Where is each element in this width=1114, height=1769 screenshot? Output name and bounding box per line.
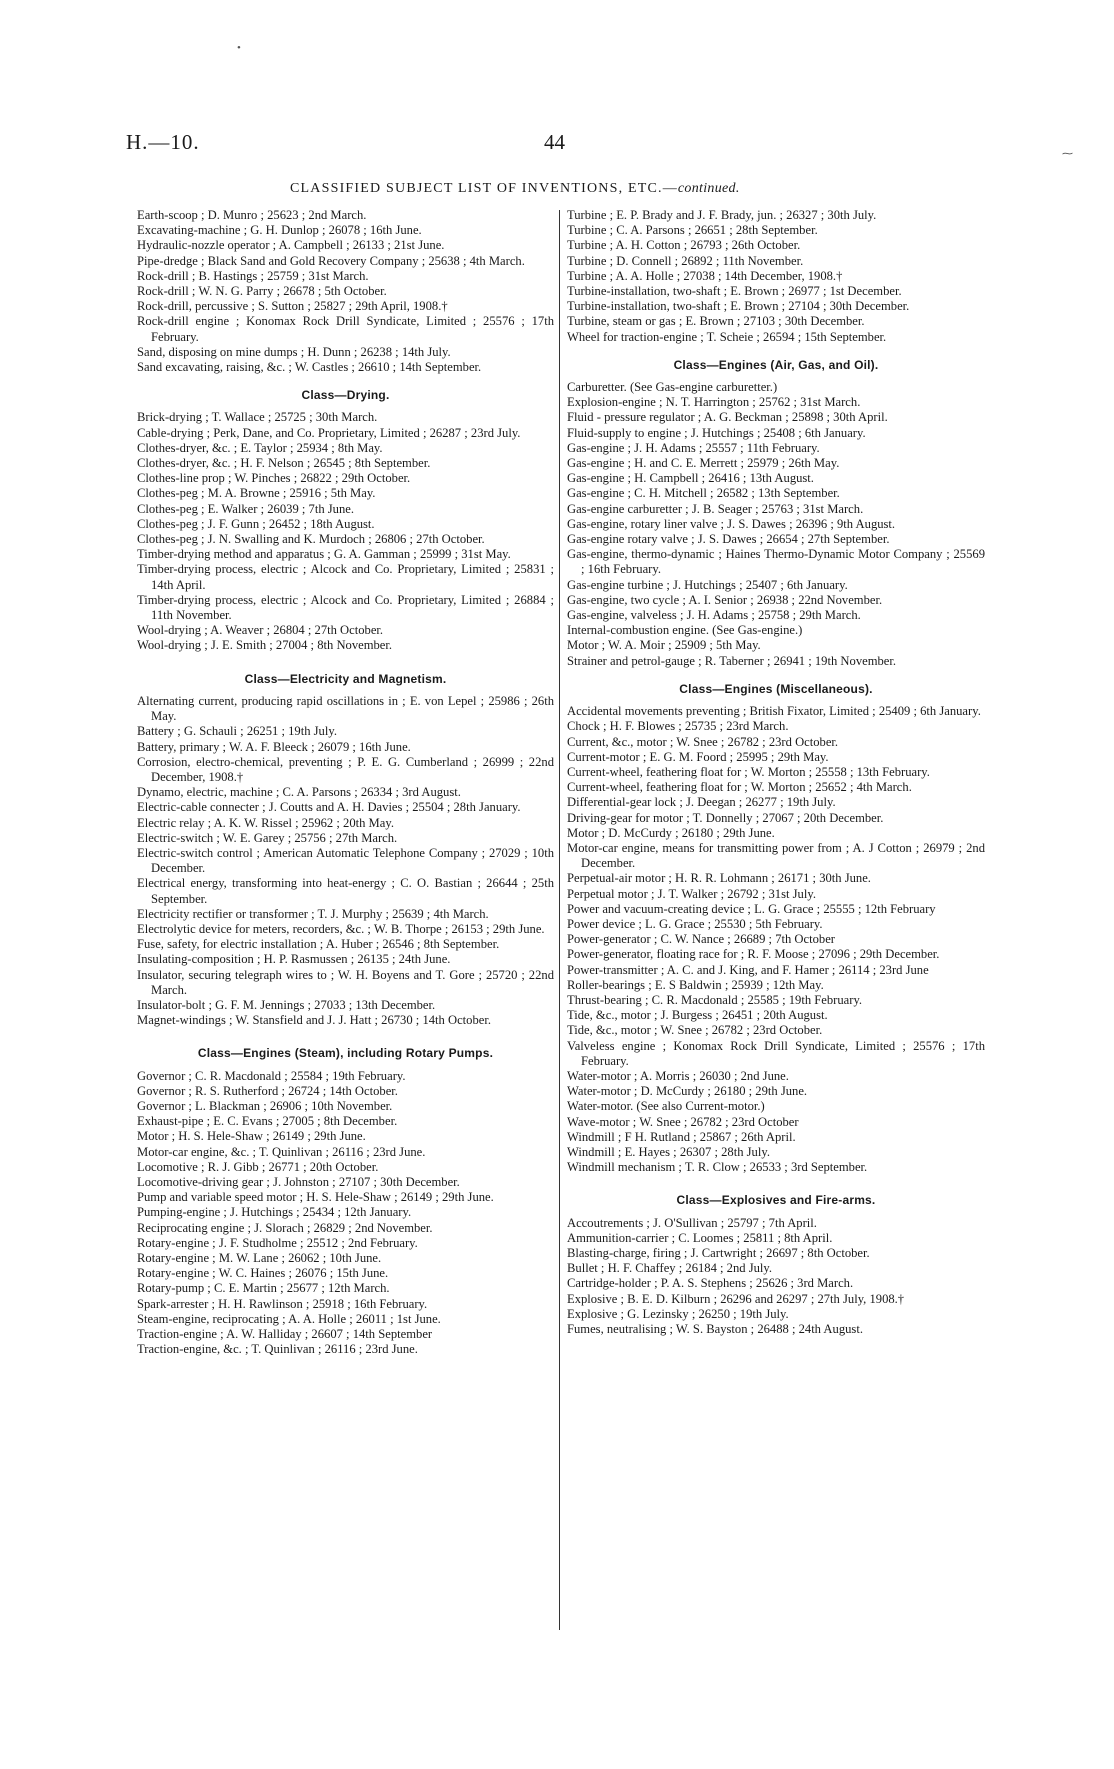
list-item: Gas-engine, rotary liner valve ; J. S. Dawes ; 26396 ; 9th August. xyxy=(567,516,896,531)
list-item: Electric-switch ; W. E. Garey ; 25756 ; 27th March. xyxy=(137,830,398,845)
list-item: Sand excavating, raising, &c. ; W. Castles ; 26610 ; 14th September. xyxy=(137,360,482,375)
list-item: Electric relay ; A. K. W. Rissel ; 25962 ; 20th May. xyxy=(137,815,394,830)
list-item: Cable-drying ; Perk, Dane, and Co. Proprietary, Limited ; 26287 ; 23rd July. xyxy=(137,425,521,440)
list-item: Turbine ; A. A. Holle ; 27038 ; 14th December, 1908.† xyxy=(567,268,843,283)
list-item: Motor ; D. McCurdy ; 26180 ; 29th June. xyxy=(567,825,775,840)
list-item: Current-wheel, feathering float for ; W. Morton ; 25652 ; 4th March. xyxy=(567,780,912,795)
list-item: Wool-drying ; J. E. Smith ; 27004 ; 8th November. xyxy=(137,638,393,653)
list-item: Governor ; L. Blackman ; 26906 ; 10th November. xyxy=(137,1098,393,1113)
list-item: Locomotive ; R. J. Gibb ; 26771 ; 20th October. xyxy=(137,1159,379,1174)
list-item: Internal-combustion engine. (See Gas-engine.) xyxy=(567,623,803,638)
section-heading-drying: Class—Drying. xyxy=(301,388,390,403)
list-item: Timber-drying method and apparatus ; G. A. Gamman ; 25999 ; 31st May. xyxy=(137,547,511,562)
list-item: Blasting-charge, firing ; J. Cartwright ; 26697 ; 8th October. xyxy=(567,1246,870,1260)
list-item: Gas-engine rotary valve ; J. S. Dawes ; 26654 ; 27th September. xyxy=(567,532,890,547)
list-item: Wool-drying ; A. Weaver ; 26804 ; 27th October. xyxy=(137,623,384,638)
list-item: Ammunition-carrier ; C. Loomes ; 25811 ; 8th April. xyxy=(567,1230,833,1245)
section-heading-explosives: Class—Explosives and Fire-arms. xyxy=(676,1193,876,1208)
list-item: Hydraulic-nozzle operator ; A. Campbell ; 26133 ; 21st June. xyxy=(137,238,445,253)
list-item: Windmill ; F H. Rutland ; 25867 ; 26th April. xyxy=(567,1129,796,1144)
section-misc-engines xyxy=(567,704,985,1175)
section-gas-engines xyxy=(567,380,985,669)
list-item: Clothes-dryer, &c. ; E. Taylor ; 25934 ; 8th May. xyxy=(137,440,383,455)
list-item: Current, &c., motor ; W. Snee ; 26782 ; 23rd October. xyxy=(567,734,839,749)
list-item: Battery ; G. Schauli ; 26251 ; 19th July. xyxy=(137,724,337,739)
right-column xyxy=(567,208,985,1337)
list-item: Traction-engine ; A. W. Halliday ; 26607 ; 14th September xyxy=(137,1327,433,1342)
list-item: Battery, primary ; W. A. F. Bleeck ; 26079 ; 16th June. xyxy=(137,739,411,754)
section-steam-engines xyxy=(137,1069,554,1358)
list-item: Electrical energy, transforming into heat-energy ; C. O. Bastian ; 26644 ; 25th September. xyxy=(137,876,554,906)
section-electricity xyxy=(137,694,554,1028)
list-item: Driving-gear for motor ; T. Donnelly ; 27067 ; 20th December. xyxy=(567,810,884,825)
list-item: Gas-engine ; H. and C. E. Merrett ; 25979 ; 26th May. xyxy=(567,456,840,471)
section-explosives xyxy=(567,1216,985,1338)
list-item: Clothes-peg ; J. N. Swalling and K. Murdoch ; 26806 ; 27th October. xyxy=(137,532,485,547)
section-heading-misc-engines: Class—Engines (Miscellaneous). xyxy=(679,681,873,696)
list-item: Steam-engine, reciprocating ; A. A. Holle ; 26011 ; 1st June. xyxy=(137,1311,441,1326)
list-item: Tide, &c., motor ; W. Snee ; 26782 ; 23rd October. xyxy=(567,1023,823,1038)
list-item: Bullet ; H. F. Chaffey ; 26184 ; 2nd July. xyxy=(567,1261,773,1276)
list-item: Electric-switch control ; American Automatic Telephone Company ; 27029 ; 10th December. xyxy=(137,845,554,876)
page-title-continued: continued. xyxy=(677,181,740,196)
list-item: Clothes-peg ; E. Walker ; 26039 ; 7th June. xyxy=(137,501,355,516)
document-reference: H.—10. xyxy=(126,130,200,154)
section-heading-steam-engines: Class—Engines (Steam), including Rotary Pumps. xyxy=(197,1046,494,1061)
list-item: Windmill ; E. Hayes ; 26307 ; 28th July. xyxy=(567,1144,770,1159)
list-item: Power and vacuum-creating device ; L. G. Grace ; 25555 ; 12th February xyxy=(567,901,936,916)
list-item: Pipe-dredge ; Black Sand and Gold Recovery Company ; 25638 ; 4th March. xyxy=(137,253,525,268)
list-item: Differential-gear lock ; J. Deegan ; 26277 ; 19th July. xyxy=(567,795,836,810)
list-item: Brick-drying ; T. Wallace ; 25725 ; 30th March. xyxy=(137,410,378,425)
list-item: Insulator, securing telegraph wires to ; W. H. Boyens and T. Gore ; 25720 ; 22nd March. xyxy=(137,967,554,997)
list-item: Fumes, neutralising ; W. S. Bayston ; 26488 ; 24th August. xyxy=(567,1322,863,1337)
list-item: Clothes-peg ; J. F. Gunn ; 26452 ; 18th August. xyxy=(137,516,375,531)
list-item: Wave-motor ; W. Snee ; 26782 ; 23rd October xyxy=(567,1114,799,1129)
list-item: Power-transmitter ; A. C. and J. King, and F. Hamer ; 26114 ; 23rd June xyxy=(567,962,929,977)
section-heading-gas-engines: Class—Engines (Air, Gas, and Oil). xyxy=(673,357,879,372)
list-item: Chock ; H. F. Blowes ; 25735 ; 23rd March. xyxy=(567,719,789,734)
list-item: Timber-drying process, electric ; Alcock and Co. Proprietary, Limited ; 25831 ; 14th April. xyxy=(137,562,554,592)
list-item: Clothes-line prop ; W. Pinches ; 26822 ; 29th October. xyxy=(137,471,411,486)
list-item: Governor ; R. S. Rutherford ; 26724 ; 14th October. xyxy=(137,1083,398,1098)
list-item: Electric-cable connecter ; J. Coutts and A. H. Davies ; 25504 ; 28th January. xyxy=(137,800,521,815)
list-item: Power-generator, floating race for ; R. F. Moose ; 27096 ; 29th December. xyxy=(567,947,940,962)
list-item: Gas-engine turbine ; J. Hutchings ; 25407 ; 6th January. xyxy=(567,577,848,592)
list-item: Dynamo, electric, machine ; C. A. Parsons ; 26334 ; 3rd August. xyxy=(137,785,461,800)
list-item: Water-motor ; A. Morris ; 26030 ; 2nd June. xyxy=(567,1068,789,1083)
list-item: Rock-drill ; B. Hastings ; 25759 ; 31st March. xyxy=(137,268,369,283)
list-item: Clothes-peg ; M. A. Browne ; 25916 ; 5th May. xyxy=(137,486,376,501)
list-item: Motor ; H. S. Hele-Shaw ; 26149 ; 29th June. xyxy=(137,1129,366,1144)
list-item: Turbine ; D. Connell ; 26892 ; 11th November. xyxy=(567,253,804,268)
list-item: Electricity rectifier or transformer ; T. J. Murphy ; 25639 ; 4th March. xyxy=(137,906,489,921)
list-item: Perpetual-air motor ; H. R. R. Lohmann ; 26171 ; 30th June. xyxy=(567,871,871,886)
list-item: Rock-drill engine ; Konomax Rock Drill Syndicate, Limited ; 25576 ; 17th February. xyxy=(137,314,554,344)
list-item: Electrolytic device for meters, recorders, &c. ; W. B. Thorpe ; 26153 ; 29th June. xyxy=(137,921,545,936)
list-item: Turbine ; C. A. Parsons ; 26651 ; 28th September. xyxy=(567,223,818,238)
list-item: Roller-bearings ; E. S Baldwin ; 25939 ; 12th May. xyxy=(567,977,824,992)
list-item: Rotary-engine ; J. F. Studholme ; 25512 ; 2nd February. xyxy=(137,1235,418,1250)
list-item: Explosive ; B. E. D. Kilburn ; 26296 and 26297 ; 27th July, 1908.† xyxy=(567,1291,905,1306)
list-item: Current-motor ; E. G. M. Foord ; 25995 ; 29th May. xyxy=(567,749,829,764)
list-item: Excavating-machine ; G. H. Dunlop ; 26078 ; 16th June. xyxy=(137,223,422,238)
list-item: Gas-engine, two cycle ; A. I. Senior ; 26938 ; 22nd November. xyxy=(567,592,883,607)
section-turbines-continued xyxy=(567,208,985,345)
list-item: Motor ; W. A. Moir ; 25909 ; 5th May. xyxy=(567,638,761,653)
list-item: Governor ; C. R. Macdonald ; 25584 ; 19th February. xyxy=(137,1068,406,1083)
section-drying xyxy=(137,410,554,653)
scan-speck: • xyxy=(237,42,241,54)
section-mining-continued xyxy=(137,208,554,375)
page-title-main: CLASSIFIED SUBJECT LIST OF INVENTIONS, ETC.— xyxy=(290,181,678,196)
list-item: Explosion-engine ; N. T. Harrington ; 25762 ; 31st March. xyxy=(567,395,861,410)
list-item: Traction-engine, &c. ; T. Quinlivan ; 26116 ; 23rd June. xyxy=(137,1342,418,1357)
column-divider xyxy=(559,210,560,1630)
list-item: Fluid - pressure regulator ; A. G. Beckman ; 25898 ; 30th April. xyxy=(567,410,888,425)
list-item: Turbine, steam or gas ; E. Brown ; 27103 ; 30th December. xyxy=(567,314,865,329)
scan-mark: ⁓ xyxy=(1062,148,1073,160)
list-item: Water-motor ; D. McCurdy ; 26180 ; 29th June. xyxy=(567,1084,808,1099)
list-item: Gas-engine, thermo-dynamic ; Haines Thermo-Dynamic Motor Company ; 25569 ; 16th February. xyxy=(567,547,985,577)
list-item: Rotary-engine ; W. C. Haines ; 26076 ; 15th June. xyxy=(137,1266,389,1281)
list-item: Tide, &c., motor ; J. Burgess ; 26451 ; 20th August. xyxy=(567,1008,828,1023)
list-item: Spark-arrester ; H. H. Rawlinson ; 25918 ; 16th February. xyxy=(137,1296,428,1311)
list-item: Motor-car engine, means for transmitting power from ; A. J Cotton ; 26979 ; 2nd December. xyxy=(567,840,985,871)
page-title xyxy=(290,181,890,197)
list-item: Exhaust-pipe ; E. C. Evans ; 27005 ; 8th December. xyxy=(137,1114,398,1129)
list-item: Insulating-composition ; H. P. Rasmussen ; 26135 ; 24th June. xyxy=(137,952,451,967)
list-item: Magnet-windings ; W. Stansfield and J. J. Hatt ; 26730 ; 14th October. xyxy=(137,1013,491,1028)
left-column xyxy=(137,208,554,1357)
list-item: Fuse, safety, for electric installation ; A. Huber ; 26546 ; 8th September. xyxy=(137,937,500,952)
list-item: Strainer and petrol-gauge ; R. Taberner ; 26941 ; 19th November. xyxy=(567,653,897,668)
list-item: Power-generator ; C. W. Nance ; 26689 ; 7th October xyxy=(567,932,835,947)
list-item: Turbine-installation, two-shaft ; E. Brown ; 27104 ; 30th December. xyxy=(567,299,910,314)
list-item: Gas-engine ; C. H. Mitchell ; 26582 ; 13th September. xyxy=(567,486,840,501)
list-item: Alternating current, producing rapid oscillations in ; E. von Lepel ; 25986 ; 26th May. xyxy=(137,693,554,724)
list-item: Insulator-bolt ; G. F. M. Jennings ; 27033 ; 13th December. xyxy=(137,997,436,1012)
list-item: Turbine ; E. P. Brady and J. F. Brady, jun. ; 26327 ; 30th July. xyxy=(567,208,877,222)
list-item: Clothes-dryer, &c. ; H. F. Nelson ; 26545 ; 8th September. xyxy=(137,456,431,471)
list-item: Rotary-engine ; M. W. Lane ; 26062 ; 10th June. xyxy=(137,1251,382,1265)
list-item: Reciprocating engine ; J. Slorach ; 26829 ; 2nd November. xyxy=(137,1220,433,1235)
list-item: Pumping-engine ; J. Hutchings ; 25434 ; 12th January. xyxy=(137,1205,412,1220)
list-item: Cartridge-holder ; P. A. S. Stephens ; 25626 ; 3rd March. xyxy=(567,1276,854,1291)
list-item: Wheel for traction-engine ; T. Scheie ; 26594 ; 15th September. xyxy=(567,329,887,344)
list-item: Fluid-supply to engine ; J. Hutchings ; 25408 ; 6th January. xyxy=(567,425,866,440)
list-item: Explosive ; G. Lezinsky ; 26250 ; 19th July. xyxy=(567,1306,789,1321)
list-item: Rock-drill ; W. N. G. Parry ; 26678 ; 5th October. xyxy=(137,284,387,299)
list-item: Sand, disposing on mine dumps ; H. Dunn ; 26238 ; 14th July. xyxy=(137,344,451,359)
list-item: Carburetter. (See Gas-engine carburetter.) xyxy=(567,380,778,395)
list-item: Valveless engine ; Konomax Rock Drill Syndicate, Limited ; 25576 ; 17th February. xyxy=(567,1038,985,1068)
list-item: Thrust-bearing ; C. R. Macdonald ; 25585 ; 19th February. xyxy=(567,992,863,1007)
list-item: Gas-engine ; H. Campbell ; 26416 ; 13th August. xyxy=(567,471,814,486)
list-item: Pump and variable speed motor ; H. S. Hele-Shaw ; 26149 ; 29th June. xyxy=(137,1190,494,1205)
section-heading-electricity: Class—Electricity and Magnetism. xyxy=(244,671,447,686)
list-item: Turbine-installation, two-shaft ; E. Brown ; 26977 ; 1st December. xyxy=(567,284,902,299)
list-item: Turbine ; A. H. Cotton ; 26793 ; 26th October. xyxy=(567,238,801,253)
list-item: Accidental movements preventing ; British Fixator, Limited ; 25409 ; 6th January. xyxy=(567,704,981,719)
list-item: Earth-scoop ; D. Munro ; 25623 ; 2nd March. xyxy=(137,208,367,222)
list-item: Water-motor. (See also Current-motor.) xyxy=(567,1099,765,1114)
list-item: Gas-engine carburetter ; J. B. Seager ; 25763 ; 31st March. xyxy=(567,501,864,516)
list-item: Rotary-pump ; C. E. Martin ; 25677 ; 12th March. xyxy=(137,1281,390,1296)
list-item: Current-wheel, feathering float for ; W. Morton ; 25558 ; 13th February. xyxy=(567,764,930,779)
list-item: Gas-engine ; J. H. Adams ; 25557 ; 11th February. xyxy=(567,440,820,455)
list-item: Power device ; L. G. Grace ; 25530 ; 5th February. xyxy=(567,916,823,931)
list-item: Motor-car engine, &c. ; T. Quinlivan ; 26116 ; 23rd June. xyxy=(137,1144,426,1159)
list-item: Accoutrements ; J. O'Sullivan ; 25797 ; 7th April. xyxy=(567,1215,817,1230)
list-item: Perpetual motor ; J. T. Walker ; 26792 ; 31st July. xyxy=(567,886,816,901)
list-item: Timber-drying process, electric ; Alcock and Co. Proprietary, Limited ; 26884 ; 11th November. xyxy=(137,592,554,623)
list-item: Rock-drill, percussive ; S. Sutton ; 25827 ; 29th April, 1908.† xyxy=(137,299,448,314)
list-item: Locomotive-driving gear ; J. Johnston ; 27107 ; 30th December. xyxy=(137,1174,460,1189)
list-item: Gas-engine, valveless ; J. H. Adams ; 25758 ; 29th March. xyxy=(567,608,861,623)
page-number: 44 xyxy=(544,130,565,154)
list-item: Corrosion, electro-chemical, preventing ; P. E. G. Cumberland ; 26999 ; 22nd December, 1908.† xyxy=(137,754,554,784)
list-item: Windmill mechanism ; T. R. Clow ; 26533 ; 3rd September. xyxy=(567,1160,868,1175)
